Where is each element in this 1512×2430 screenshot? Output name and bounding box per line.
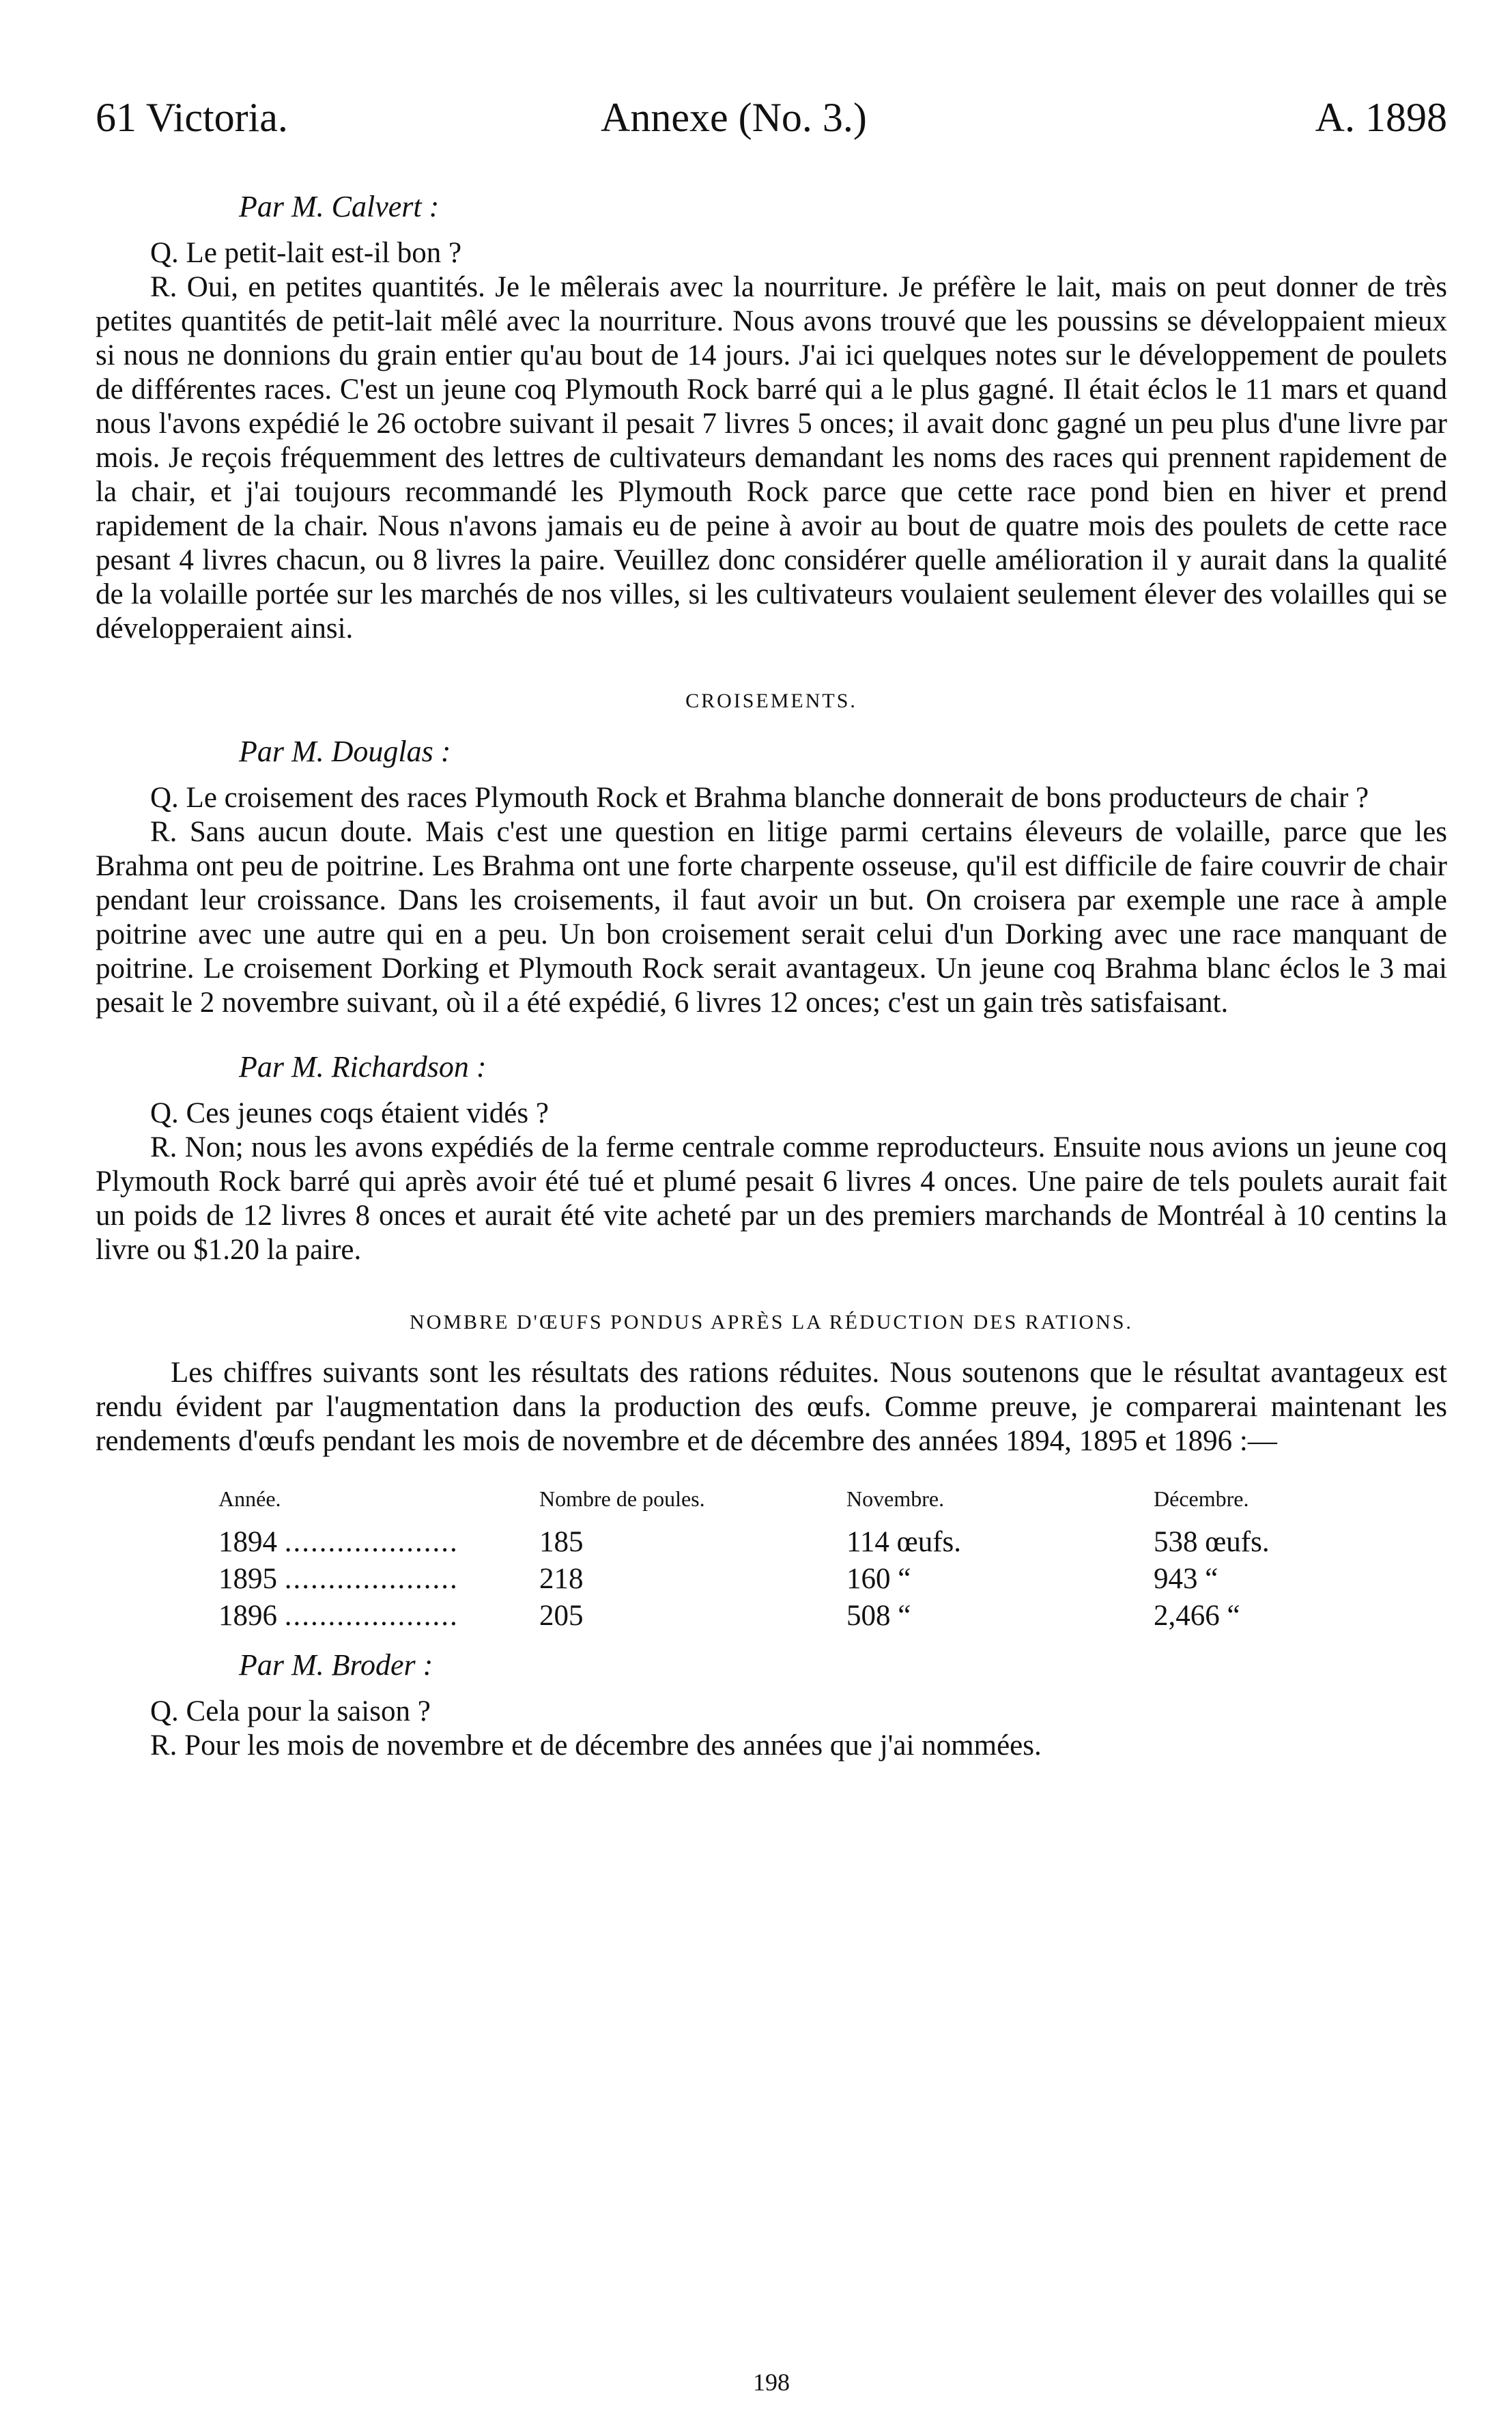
eggs-table (218, 1482, 1358, 1635)
page-body (96, 178, 1447, 1763)
leader-dots: .................... (284, 1563, 459, 1595)
cell-year: 1894 .................... (218, 1526, 459, 1558)
header-annex: Annexe (No. 3.) (601, 95, 867, 140)
question-calvert: Q. Le petit-lait est-il bon ? (150, 237, 462, 269)
table-row (218, 1561, 1358, 1598)
paragraph-oeufs: Les chiffres suivants sont les résultats des rations réduites. Nous soutenons que le résultat avantageux est rendu évident par l'augmentation dans la production des œufs. Comme preuve, je comparerai maintenant les rendements d'œufs pendant les mois de novembre et de décembre des années 1894, 1895 et 1896 :— (96, 1357, 1447, 1457)
column-header-annee: Année. (218, 1486, 281, 1511)
column-header-novembre: Novembre. (846, 1486, 945, 1511)
answer-calvert: R. Oui, en petites quantités. Je le mêlerais avec la nourriture. Je préfère le lait, mais on peut donner de très petites quantités de petit-lait mêlé avec la nourriture. Nous avons trouvé que les poussins se développaient mieux si nous ne donnions du grain entier qu'au bout de 14 jours. J'ai ici quelques notes sur le développement de poulets de différentes races. C'est un jeune coq Plymouth Rock barré qui a le plus gagné. Il était éclos le 11 mars et quand nous l'avons expédié le 26 octobre suivant il pesait 7 livres 5 onces; il avait donc gagné un peu plus d'une livre par mois. Je reçois fréquemment des lettres de cultivateurs demandant les noms des races qui prennent rapidement de la chair, et j'ai toujours recommandé les Plymouth Rock parce que cette race pond bien en hiver et prend rapidement de la chair. Nous n'avons jamais eu de peine à avoir au bout de quatre mois des poulets de cette race pesant 4 livres chacun, ou 8 livres la paire. Veuillez donc considérer quelle amélioration il y aurait dans la qualité de la volaille portée sur les marchés de nos villes, si les cultivateurs voulaient seulement élever des volailles qui se développeraient ainsi. (96, 271, 1447, 645)
speaker-calvert: Par M. Calvert : (239, 190, 440, 223)
table-row (218, 1598, 1358, 1635)
question-richardson: Q. Ces jeunes coqs étaient vidés ? (150, 1097, 549, 1129)
cell-november: 160 “ (846, 1563, 911, 1595)
cell-december: 2,466 “ (1154, 1600, 1240, 1632)
cell-hens: 205 (539, 1600, 584, 1632)
page-number: 198 (753, 2369, 790, 2396)
leader-dots: .................... (284, 1600, 459, 1632)
question-douglas: Q. Le croisement des races Plymouth Rock et Brahma blanche donnerait de bons producteurs de chair ? (150, 782, 1369, 814)
column-header-decembre: Décembre. (1154, 1486, 1249, 1511)
section-title-oeufs: NOMBRE D'ŒUFS PONDUS APRÈS LA RÉDUCTION DES RATIONS. (410, 1311, 1133, 1333)
speaker-douglas: Par M. Douglas : (239, 735, 451, 768)
page-header (96, 94, 1447, 149)
header-session: 61 Victoria. (96, 95, 288, 140)
cell-hens: 218 (539, 1563, 584, 1595)
answer-broder: R. Pour les mois de novembre et de décembre des années que j'ai nommées. (150, 1729, 1042, 1762)
section-title-croisements: CROISEMENTS. (685, 690, 857, 712)
cell-november: 114 œufs. (846, 1526, 962, 1558)
answer-douglas: R. Sans aucun doute. Mais c'est une question en litige parmi certains éleveurs de volaille, parce que les Brahma ont peu de poitrine. Les Brahma ont une forte charpente osseuse, qu'il est difficile de faire couvrir de chair pendant leur croissance. Dans les croisements, il faut avoir un but. On croisera par exemple une race à ample poitrine avec une autre qui en a peu. Un bon croisement serait celui d'un Dorking avec une race manquant de poitrine. Le croisement Dorking et Plymouth Rock serait avantageux. Un jeune coq Brahma blanc éclos le 3 mai pesait le 2 novembre suivant, où il a été expédié, 6 livres 12 onces; c'est un gain très satisfaisant. (96, 816, 1447, 1019)
answer-richardson: R. Non; nous les avons expédiés de la ferme centrale comme reproducteurs. Ensuite nous avions un jeune coq Plymouth Rock barré qui après avoir été tué et plumé pesait 6 livres 4 onces. Une paire de tels poulets aurait fait un poids de 12 livres 8 onces et aurait été vite acheté par un des premiers marchands de Montréal à 10 centins la livre ou $1.20 la paire. (96, 1131, 1447, 1266)
speaker-broder: Par M. Broder : (239, 1648, 433, 1682)
speaker-richardson: Par M. Richardson : (239, 1050, 487, 1084)
cell-hens: 185 (539, 1526, 584, 1558)
cell-year: 1895 .................... (218, 1563, 459, 1595)
cell-november: 508 “ (846, 1600, 911, 1632)
cell-year: 1896 .................... (218, 1600, 459, 1632)
question-broder: Q. Cela pour la saison ? (150, 1695, 431, 1727)
cell-december: 943 “ (1154, 1563, 1218, 1595)
header-year: A. 1898 (1315, 95, 1447, 140)
cell-december: 538 œufs. (1154, 1526, 1270, 1558)
table-header-row (218, 1482, 1358, 1524)
column-header-poules: Nombre de poules. (539, 1486, 705, 1511)
leader-dots: .................... (284, 1526, 459, 1558)
table-row (218, 1524, 1358, 1561)
